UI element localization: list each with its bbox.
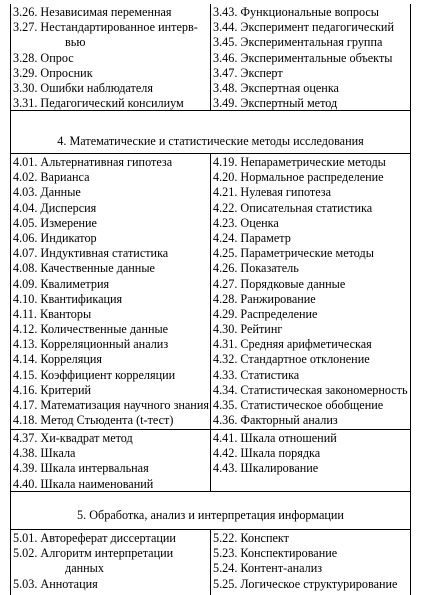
section5-header	[10, 492, 411, 530]
section3-left-column	[11, 4, 211, 110]
term-item: 4.28. Ранжирование	[213, 291, 316, 306]
section4-terms-block-2	[10, 430, 411, 492]
term-item: 4.38. Шкала	[13, 446, 76, 461]
term-item: 3.27. Нестандартированное интерв-	[13, 20, 198, 35]
term-item-continuation: вью	[65, 35, 86, 50]
term-item: 5.03. Аннотация	[13, 576, 98, 591]
term-item: 4.11. Кванторы	[13, 306, 92, 321]
section4-right-column	[211, 154, 410, 429]
section3-right-column	[211, 4, 410, 110]
term-item: 3.48. Экспертная оценка	[213, 80, 339, 95]
term-item: 4.32. Стандартное отклонение	[213, 352, 370, 367]
term-item: 4.25. Параметрические методы	[213, 246, 374, 261]
term-item: 4.15. Коэффициент корреляции	[13, 367, 176, 382]
term-item: 4.24. Параметр	[213, 230, 291, 245]
term-item: 4.13. Корреляционный анализ	[13, 337, 169, 352]
term-item: 4.29. Распределение	[213, 306, 318, 321]
term-item: 4.03. Данные	[13, 185, 81, 200]
term-item: 4.09. Квалиметрия	[13, 276, 110, 291]
term-item: 4.23. Оценка	[213, 215, 279, 230]
term-item: 4.31. Средняя арифметическая	[213, 337, 372, 352]
term-item: 5.22. Конспект	[213, 531, 289, 545]
term-item: 3.26. Независимая переменная	[13, 5, 172, 19]
term-item: 4.37. Хи-квадрат метод	[13, 431, 133, 445]
term-item: 3.47. Эксперт	[213, 65, 283, 80]
term-item: 3.49. Экспертный метод	[213, 96, 338, 111]
term-item: 4.17. Математизация научного знания	[13, 398, 209, 412]
term-item: 4.22. Описательная статистика	[213, 200, 373, 215]
section5-right-column	[211, 530, 410, 595]
term-item: 4.02. Варианса	[13, 170, 90, 185]
section5-terms-block	[10, 530, 411, 595]
section5-left-column	[11, 530, 211, 595]
term-item: 4.40. Шкала наименований	[13, 476, 154, 491]
term-item: 4.42. Шкала порядка	[213, 446, 321, 461]
term-item: 5.23. Конспектирование	[213, 546, 338, 561]
term-item: 5.02. Алгоритм интерпретации	[13, 546, 174, 561]
term-item: 4.21. Нулевая гипотеза	[213, 185, 332, 200]
term-item: 5.25. Логическое структурирование	[213, 576, 398, 591]
term-item: 4.30. Рейтинг	[213, 322, 283, 337]
term-item: 4.05. Измерение	[13, 215, 97, 230]
term-item: 4.16. Критерий	[13, 382, 92, 397]
term-item: 4.39. Шкала интервальная	[13, 461, 149, 476]
term-item: 3.29. Опросник	[13, 65, 93, 80]
term-item: 4.35. Статистическое обобщение	[213, 398, 384, 412]
term-item: 4.08. Качественные данные	[13, 261, 155, 276]
term-item: 4.20. Нормальное распределение	[213, 170, 384, 185]
term-item: 3.43. Функциональные вопросы	[213, 5, 379, 19]
term-item: 4.19. Непараметрические методы	[213, 155, 386, 169]
term-item: 3.45. Экспериментальная группа	[213, 35, 383, 50]
term-item: 3.44. Эксперимент педагогический	[213, 20, 394, 35]
term-item: 3.46. Экспериментальные объекты	[213, 50, 393, 65]
section5-title: 5. Обработка, анализ и интерпретация информации	[77, 508, 344, 522]
term-item: 4.12. Количественные данные	[13, 322, 169, 337]
term-item-continuation: данных	[65, 561, 104, 576]
section4-left-column	[11, 154, 211, 429]
section4-scales-right-column	[211, 430, 410, 491]
term-item: 4.10. Квантификация	[13, 291, 123, 306]
section4-terms-block-1	[10, 154, 411, 430]
term-item: 5.01. Автореферат диссертации	[13, 531, 176, 545]
term-item: 4.14. Корреляция	[13, 352, 102, 367]
term-item: 4.01. Альтернативная гипотеза	[13, 155, 173, 169]
section3-terms-block	[10, 4, 411, 111]
term-item: 4.06. Индикатор	[13, 230, 97, 245]
term-item: 5.24. Контент-анализ	[213, 561, 323, 576]
term-item: 3.30. Ошибки наблюдателя	[13, 80, 153, 95]
term-item: 4.33. Статистика	[213, 367, 300, 382]
section4-header	[10, 111, 411, 154]
term-item: 4.26. Показатель	[213, 261, 299, 276]
section4-scales-left-column	[11, 430, 211, 491]
term-item: 4.07. Индуктивная статистика	[13, 246, 169, 261]
term-item: 4.18. Метод Стьюдента (t-тест)	[13, 413, 174, 428]
term-item: 3.31. Педагогический консилиум	[13, 96, 184, 111]
term-item: 4.27. Порядковые данные	[213, 276, 346, 291]
term-item: 3.28. Опрос	[13, 50, 74, 65]
term-item: 4.41. Шкала отношений	[213, 431, 337, 445]
term-item: 4.43. Шкалирование	[213, 461, 319, 476]
term-item: 4.04. Дисперсия	[13, 200, 97, 215]
term-item: 4.34. Статистическая закономерность	[213, 382, 408, 397]
term-item: 4.36. Факторный анализ	[213, 413, 338, 428]
section4-title: 4. Математические и статистические методы исследования	[57, 134, 364, 148]
